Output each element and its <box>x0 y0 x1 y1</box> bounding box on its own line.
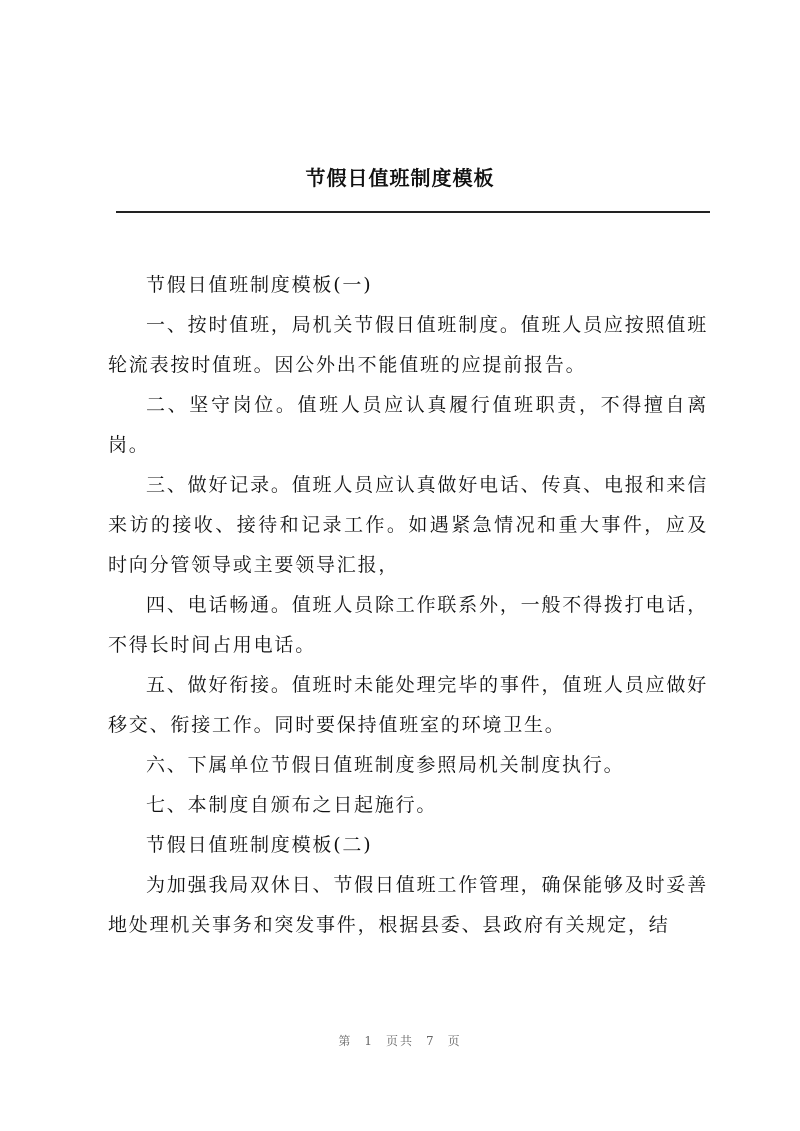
section-heading-2: 节假日值班制度模板(二) <box>146 834 373 856</box>
title-divider <box>116 211 710 213</box>
footer-page-number: 1 <box>364 1034 374 1048</box>
footer-prefix: 第 <box>338 1034 353 1048</box>
paragraph-8: 为加强我局双休日、节假日值班工作管理，确保能够及时妥善地处理机关事务和突发事件，根据县委、县政府有关规定，结 <box>108 874 708 936</box>
paragraph-4: 四、电话畅通。值班人员除工作联系外，一般不得拨打电话，不得长时间占用电话。 <box>108 594 708 656</box>
paragraph-5: 五、做好衔接。值班时未能处理完毕的事件，值班人员应做好移交、衔接工作。同时要保持值班室的环境卫生。 <box>108 674 708 736</box>
footer-total-pages: 7 <box>426 1034 436 1048</box>
footer-suffix: 页 <box>447 1034 462 1048</box>
section-heading-1: 节假日值班制度模板(一) <box>146 274 373 296</box>
page-footer <box>0 1032 800 1049</box>
paragraph-6: 六、下属单位节假日值班制度参照局机关制度执行。 <box>146 754 625 776</box>
document-body <box>108 265 708 945</box>
footer-middle: 页共 <box>385 1034 414 1048</box>
paragraph-1: 一、按时值班，局机关节假日值班制度。值班人员应按照值班轮流表按时值班。因公外出不能值班的应提前报告。 <box>108 314 708 376</box>
paragraph-3: 三、做好记录。值班人员应认真做好电话、传真、电报和来信来访的接收、接待和记录工作。如遇紧急情况和重大事件，应及时向分管领导或主要领导汇报， <box>108 474 708 576</box>
paragraph-2: 二、坚守岗位。值班人员应认真履行值班职责，不得擅自离岗。 <box>108 394 708 456</box>
paragraph-7: 七、本制度自颁布之日起施行。 <box>146 794 438 816</box>
page-title: 节假日值班制度模板 <box>305 166 495 190</box>
